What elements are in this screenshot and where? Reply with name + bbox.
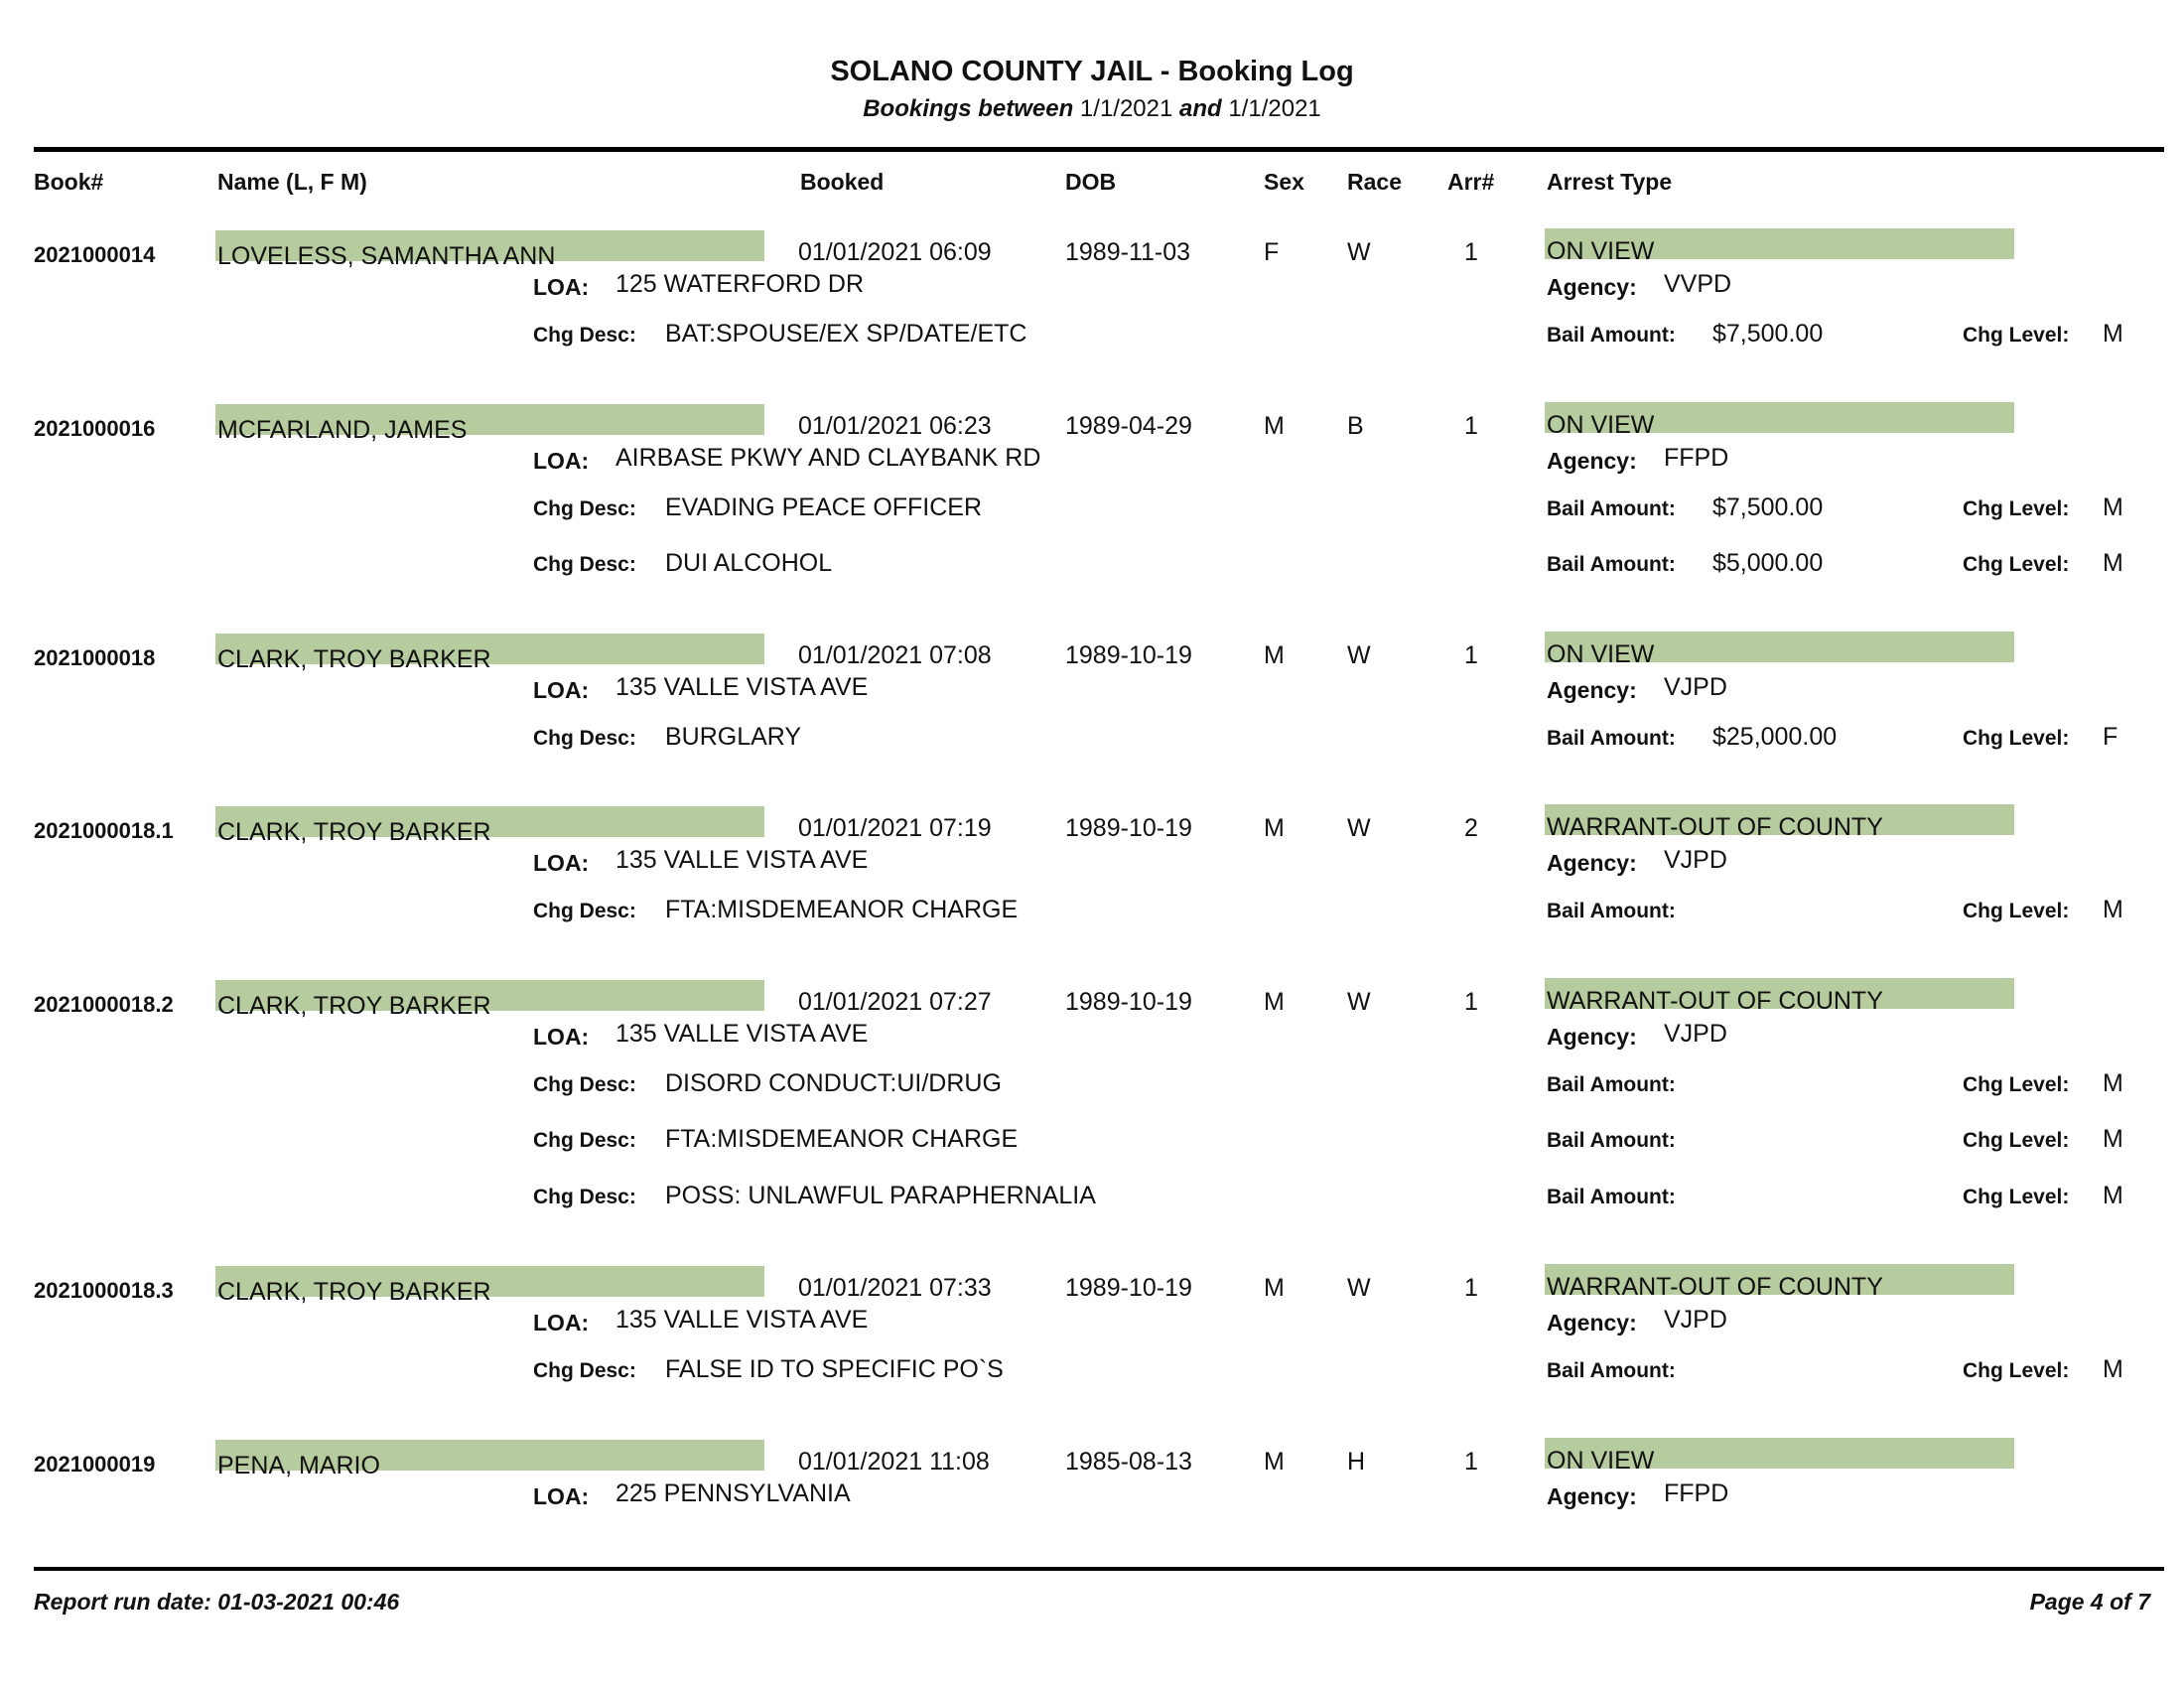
- sex: M: [1264, 1448, 1285, 1476]
- loa-label: LOA:: [533, 850, 590, 876]
- agency-label: Agency:: [1547, 1310, 1637, 1336]
- col-dob: DOB: [1065, 169, 1117, 195]
- date-to: 1/1/2021: [1228, 95, 1321, 122]
- bail-amount-label: Bail Amount:: [1547, 553, 1676, 576]
- col-race: Race: [1347, 169, 1402, 195]
- charge-line: [0, 493, 2184, 521]
- inmate-name: LOVELESS, SAMANTHA ANN: [217, 242, 556, 270]
- loa-label: LOA:: [533, 1310, 590, 1336]
- inmate-name: CLARK, TROY BARKER: [217, 818, 491, 846]
- charge-line: [0, 1069, 2184, 1097]
- loa-label: LOA:: [533, 448, 590, 474]
- charge-level: F: [2103, 723, 2118, 751]
- booked-datetime: 01/01/2021 07:08: [798, 641, 992, 669]
- charge-desc-label: Chg Desc:: [533, 727, 636, 750]
- charge-desc-label: Chg Desc:: [533, 1073, 636, 1096]
- bail-amount-label: Bail Amount:: [1547, 727, 1676, 750]
- charge-level: M: [2103, 1125, 2123, 1153]
- charge-level: M: [2103, 493, 2123, 521]
- date-of-birth: 1985-08-13: [1065, 1448, 1192, 1476]
- agency-value: VJPD: [1664, 673, 1727, 701]
- charge-description: POSS: UNLAWFUL PARAPHERNALIA: [665, 1182, 1096, 1209]
- date-of-birth: 1989-11-03: [1065, 238, 1191, 266]
- charge-level-label: Chg Level:: [1963, 1359, 2070, 1382]
- agency-value: FFPD: [1664, 1479, 1729, 1507]
- bail-amount-label: Bail Amount:: [1547, 1073, 1676, 1096]
- col-book: Book#: [34, 169, 104, 195]
- sex: M: [1264, 412, 1285, 440]
- sex: M: [1264, 988, 1285, 1016]
- agency-value: VJPD: [1664, 1020, 1727, 1048]
- loa-label: LOA:: [533, 1024, 590, 1050]
- sex: M: [1264, 641, 1285, 669]
- arrest-number: 1: [1464, 238, 1478, 266]
- booking-record: [0, 1447, 2184, 1509]
- booked-datetime: 01/01/2021 06:09: [798, 238, 992, 266]
- date-of-birth: 1989-10-19: [1065, 988, 1192, 1016]
- sex: M: [1264, 1274, 1285, 1302]
- book-number: 2021000018.1: [34, 818, 174, 843]
- date-of-birth: 1989-10-19: [1065, 1274, 1192, 1302]
- loa-value: 135 VALLE VISTA AVE: [615, 1020, 869, 1048]
- arrest-number: 1: [1464, 1448, 1478, 1476]
- agency-label: Agency:: [1547, 850, 1637, 876]
- bail-amount: $7,500.00: [1712, 493, 1824, 521]
- book-number: 2021000016: [34, 416, 156, 441]
- charge-level-label: Chg Level:: [1963, 324, 2070, 347]
- charge-level: M: [2103, 1069, 2123, 1097]
- report-run-date: Report run date: 01-03-2021 00:46: [34, 1589, 400, 1615]
- race: W: [1347, 988, 1371, 1016]
- sex: M: [1264, 814, 1285, 842]
- bail-amount-label: Bail Amount:: [1547, 1359, 1676, 1382]
- bail-amount-label: Bail Amount:: [1547, 324, 1676, 347]
- subtitle-prefix: Bookings between: [863, 95, 1074, 122]
- inmate-name: CLARK, TROY BARKER: [217, 1278, 491, 1306]
- charge-line: [0, 320, 2184, 348]
- bail-amount: $7,500.00: [1712, 320, 1824, 348]
- bail-amount-label: Bail Amount:: [1547, 900, 1676, 922]
- arrest-type: WARRANT-OUT OF COUNTY: [1547, 987, 1883, 1015]
- race: H: [1347, 1448, 1366, 1476]
- loa-label: LOA:: [533, 1483, 590, 1509]
- arrest-type: ON VIEW: [1547, 1447, 1655, 1475]
- charge-line: [0, 1355, 2184, 1383]
- page-number: Page 4 of 7: [2029, 1589, 2150, 1615]
- charge-description: FTA:MISDEMEANOR CHARGE: [665, 896, 1019, 923]
- agency-label: Agency:: [1547, 677, 1637, 703]
- report-subtitle: [0, 95, 2184, 123]
- arrest-number: 1: [1464, 412, 1478, 440]
- arrest-number: 1: [1464, 641, 1478, 669]
- sex: F: [1264, 238, 1280, 266]
- arrest-type: WARRANT-OUT OF COUNTY: [1547, 813, 1883, 841]
- loa-value: 135 VALLE VISTA AVE: [615, 846, 869, 874]
- charge-level: M: [2103, 896, 2123, 923]
- charge-level: M: [2103, 320, 2123, 348]
- bail-amount: $5,000.00: [1712, 549, 1824, 577]
- inmate-name: CLARK, TROY BARKER: [217, 645, 491, 673]
- bail-amount-label: Bail Amount:: [1547, 497, 1676, 520]
- booked-datetime: 01/01/2021 07:19: [798, 814, 992, 842]
- charge-desc-label: Chg Desc:: [533, 900, 636, 922]
- booking-record: [0, 411, 2184, 474]
- booking-record: [0, 987, 2184, 1050]
- loa-value: 135 VALLE VISTA AVE: [615, 1306, 869, 1334]
- charge-desc-label: Chg Desc:: [533, 1359, 636, 1382]
- footer-rule: [34, 1567, 2164, 1571]
- arrest-number: 1: [1464, 1274, 1478, 1302]
- charge-description: FTA:MISDEMEANOR CHARGE: [665, 1125, 1019, 1153]
- charge-line: [0, 549, 2184, 577]
- charge-level: M: [2103, 1182, 2123, 1209]
- charge-description: EVADING PEACE OFFICER: [665, 493, 983, 521]
- booking-record: [0, 640, 2184, 703]
- book-number: 2021000014: [34, 242, 156, 267]
- loa-label: LOA:: [533, 274, 590, 300]
- col-arr: Arr#: [1447, 169, 1495, 195]
- charge-level-label: Chg Level:: [1963, 553, 2070, 576]
- charge-desc-label: Chg Desc:: [533, 324, 636, 347]
- charge-desc-label: Chg Desc:: [533, 1186, 636, 1208]
- charge-line: [0, 1182, 2184, 1209]
- book-number: 2021000018: [34, 645, 156, 670]
- agency-value: FFPD: [1664, 444, 1729, 472]
- arrest-number: 1: [1464, 988, 1478, 1016]
- charge-level-label: Chg Level:: [1963, 1129, 2070, 1152]
- loa-label: LOA:: [533, 677, 590, 703]
- booking-record: [0, 237, 2184, 300]
- inmate-name: PENA, MARIO: [217, 1452, 380, 1479]
- col-booked: Booked: [800, 169, 885, 195]
- loa-value: 225 PENNSYLVANIA: [615, 1479, 851, 1507]
- arrest-number: 2: [1464, 814, 1478, 842]
- race: B: [1347, 412, 1364, 440]
- agency-label: Agency:: [1547, 274, 1637, 300]
- charge-level-label: Chg Level:: [1963, 497, 2070, 520]
- bail-amount-label: Bail Amount:: [1547, 1186, 1676, 1208]
- arrest-type: ON VIEW: [1547, 411, 1655, 439]
- booking-record: [0, 1273, 2184, 1336]
- agency-value: VJPD: [1664, 1306, 1727, 1334]
- arrest-type: ON VIEW: [1547, 237, 1655, 265]
- charge-description: BURGLARY: [665, 723, 802, 751]
- agency-value: VJPD: [1664, 846, 1727, 874]
- charge-level: M: [2103, 549, 2123, 577]
- race: W: [1347, 238, 1371, 266]
- charge-level-label: Chg Level:: [1963, 1073, 2070, 1096]
- charge-level: M: [2103, 1355, 2123, 1383]
- race: W: [1347, 641, 1371, 669]
- charge-description: BAT:SPOUSE/EX SP/DATE/ETC: [665, 320, 1027, 348]
- charge-desc-label: Chg Desc:: [533, 553, 636, 576]
- arrest-type: WARRANT-OUT OF COUNTY: [1547, 1273, 1883, 1301]
- booking-record: [0, 813, 2184, 876]
- agency-label: Agency:: [1547, 1024, 1637, 1050]
- loa-value: AIRBASE PKWY AND CLAYBANK RD: [615, 444, 1041, 472]
- date-of-birth: 1989-04-29: [1065, 412, 1192, 440]
- charge-description: FALSE ID TO SPECIFIC PO`S: [665, 1355, 1004, 1383]
- col-arrest-type: Arrest Type: [1547, 169, 1673, 195]
- charge-level-label: Chg Level:: [1963, 727, 2070, 750]
- race: W: [1347, 814, 1371, 842]
- charge-desc-label: Chg Desc:: [533, 1129, 636, 1152]
- charge-description: DUI ALCOHOL: [665, 549, 833, 577]
- date-of-birth: 1989-10-19: [1065, 641, 1192, 669]
- loa-value: 125 WATERFORD DR: [615, 270, 865, 298]
- agency-value: VVPD: [1664, 270, 1732, 298]
- booked-datetime: 01/01/2021 11:08: [798, 1448, 990, 1476]
- header-rule: [34, 147, 2164, 152]
- subtitle-mid: and: [1179, 95, 1222, 122]
- bail-amount-label: Bail Amount:: [1547, 1129, 1676, 1152]
- charge-line: [0, 1125, 2184, 1153]
- book-number: 2021000018.2: [34, 992, 174, 1017]
- arrest-type: ON VIEW: [1547, 640, 1655, 668]
- inmate-name: MCFARLAND, JAMES: [217, 416, 468, 444]
- charge-line: [0, 723, 2184, 751]
- agency-label: Agency:: [1547, 448, 1637, 474]
- book-number: 2021000019: [34, 1452, 156, 1477]
- agency-label: Agency:: [1547, 1483, 1637, 1509]
- book-number: 2021000018.3: [34, 1278, 174, 1303]
- inmate-name: CLARK, TROY BARKER: [217, 992, 491, 1020]
- charge-description: DISORD CONDUCT:UI/DRUG: [665, 1069, 1002, 1097]
- bail-amount: $25,000.00: [1712, 723, 1838, 751]
- booked-datetime: 01/01/2021 07:33: [798, 1274, 992, 1302]
- col-name: Name (L, F M): [217, 169, 367, 195]
- loa-value: 135 VALLE VISTA AVE: [615, 673, 869, 701]
- charge-level-label: Chg Level:: [1963, 900, 2070, 922]
- charge-desc-label: Chg Desc:: [533, 497, 636, 520]
- report-title: SOLANO COUNTY JAIL - Booking Log: [830, 56, 1354, 87]
- col-sex: Sex: [1264, 169, 1304, 195]
- charge-line: [0, 896, 2184, 923]
- booked-datetime: 01/01/2021 06:23: [798, 412, 992, 440]
- date-of-birth: 1989-10-19: [1065, 814, 1192, 842]
- charge-level-label: Chg Level:: [1963, 1186, 2070, 1208]
- date-from: 1/1/2021: [1079, 95, 1173, 122]
- booked-datetime: 01/01/2021 07:27: [798, 988, 992, 1016]
- race: W: [1347, 1274, 1371, 1302]
